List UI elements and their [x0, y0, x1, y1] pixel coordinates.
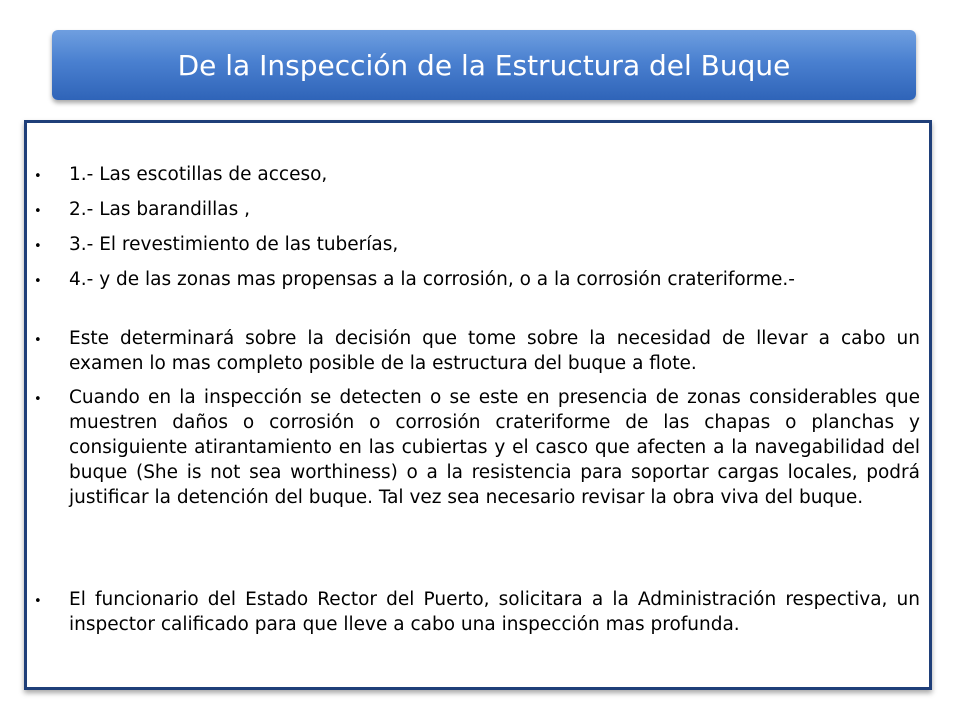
bullet-marker: • [34, 204, 42, 219]
bullet-marker: • [34, 274, 42, 289]
content-panel [24, 120, 932, 690]
bullet-marker: • [34, 333, 42, 348]
slide-title: De la Inspección de la Estructura del Buque [177, 48, 791, 82]
title-banner [52, 30, 916, 100]
bullet-marker: • [34, 594, 42, 609]
bullet-marker: • [34, 239, 42, 254]
bullet-marker: • [34, 392, 42, 407]
bullet-marker: • [34, 169, 42, 184]
bullet-text: 4.- y de las zonas mas propensas a la corrosión, o a la corrosión crateriforme.- [69, 269, 795, 290]
bullet-text: Cuando en la inspección se detecten o se este en presencia de zonas considerables que muestren daños o corrosión o corrosión crateriforme de las chapas o planchas y consiguiente atirantamiento en las cubiertas y el casco que afecten a la navegabilidad del buque (She is not sea worthiness) o a la resistencia para soportar cargas locales, podrá justificar la detención del buque. Tal vez sea necesario revisar la obra viva del buque. [69, 387, 920, 508]
bullet-text: 1.- Las escotillas de acceso, [69, 164, 328, 185]
bullet-text: 2.- Las barandillas , [69, 199, 251, 220]
bullet-text: 3.- El revestimiento de las tuberías, [69, 234, 399, 255]
bullet-text: El funcionario del Estado Rector del Puerto, solicitara a la Administración respectiva, un inspector calificado para que lleve a cabo una inspección mas profunda. [69, 589, 920, 635]
bullet-text: Este determinará sobre la decisión que tome sobre la necesidad de llevar a cabo un examen lo mas completo posible de la estructura del buque a flote. [69, 328, 920, 374]
